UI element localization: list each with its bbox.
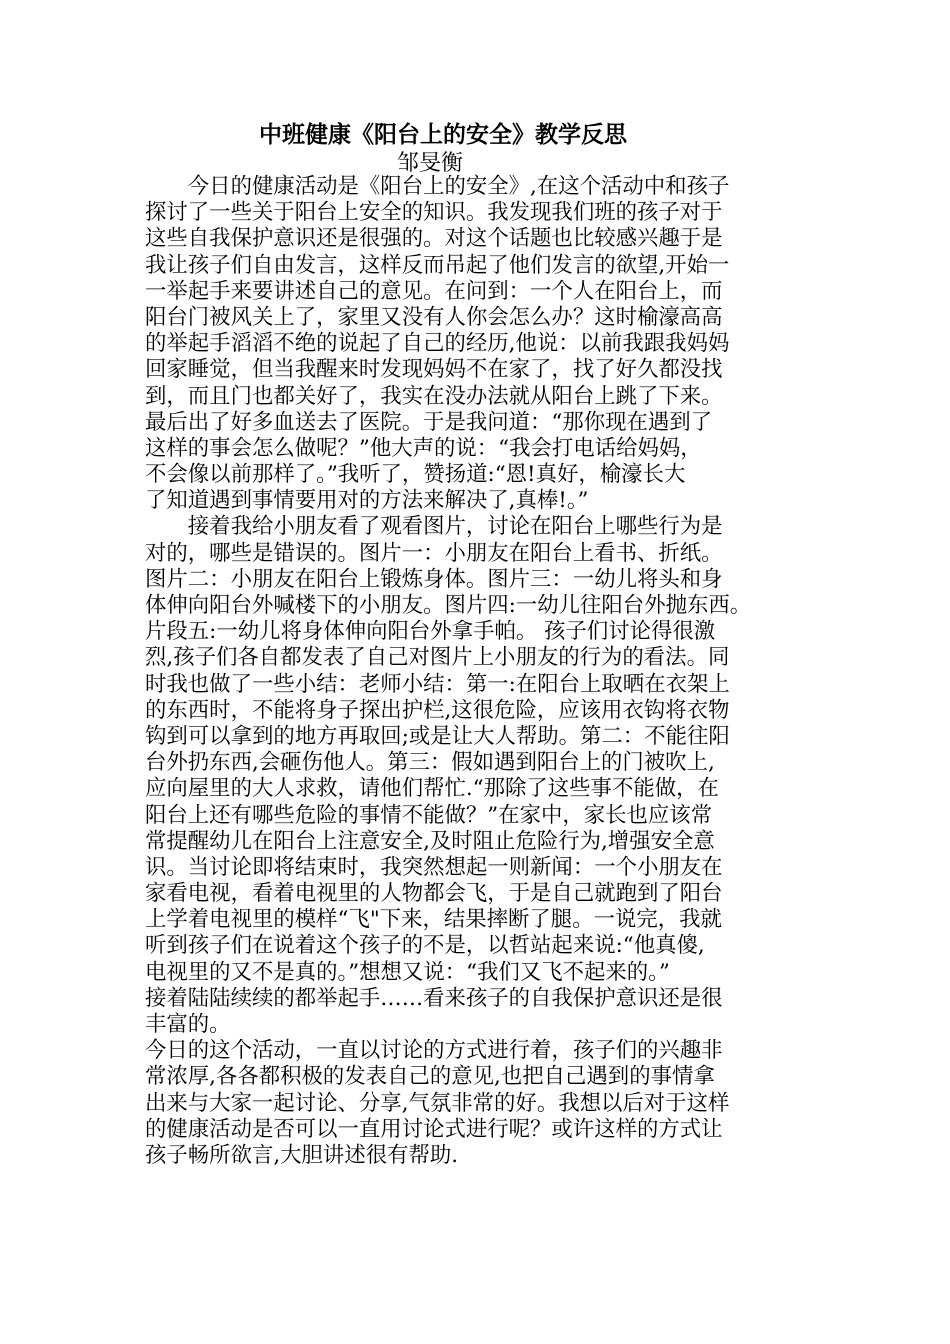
- document-title: 中班健康《阳台上的安全》教学反思: [259, 121, 627, 148]
- text-line: 家看电视，看着电视里的人物都会飞，于是自己就跑到了阳台: [145, 881, 723, 907]
- text-line: 不会像以前那样了。”我听了，赞扬道:“恩!真好，榆濠长大: [145, 462, 686, 488]
- text-line: 常浓厚,各各都积极的发表自己的意见,也把自己遇到的事情拿: [145, 1064, 715, 1090]
- text-line: 片段五:一幼儿将身体伸向阳台外拿手帕。 孩子们讨论得很激: [145, 619, 716, 645]
- text-line: 今日的这个活动，一直以讨论的方式进行着，孩子们的兴趣非: [145, 1038, 723, 1064]
- text-line: 识。当讨论即将结束时，我突然想起一则新闻：一个小朋友在: [145, 854, 723, 880]
- text-line: 听到孩子们在说着这个孩子的不是，以哲站起来说:“他真傻,: [145, 933, 705, 959]
- text-line: 这样的事会怎么做呢？”他大声的说：“我会打电话给妈妈，: [145, 435, 702, 461]
- text-line: 的东西时，不能将身子探出护栏,这很危险，应该用衣钩将衣物: [145, 697, 730, 723]
- text-line: 今日的健康活动是《阳台上的安全》,在这个活动中和孩子: [145, 174, 730, 199]
- text-line: 电视里的又不是真的。”想想又说：“我们又飞不起来的。”: [145, 959, 670, 985]
- text-line: 到，而且门也都关好了，我实在没办法就从阳台上跳了下来。: [145, 383, 723, 409]
- text-line: 应向屋里的大人求救，请他们帮忙.“那除了这些事不能做，在: [145, 776, 719, 802]
- text-line: 图片二：小朋友在阳台上锻炼身体。图片三：一幼儿将头和身: [145, 566, 723, 592]
- text-line: 出来与大家一起讨论、分享,气氛非常的好。我想以后对于这样: [145, 1090, 730, 1116]
- text-line: 的举起手滔滔不绝的说起了自己的经历,他说：以前我跟我妈妈: [145, 331, 730, 357]
- text-line: 上学着电视里的模样“飞"下来，结果摔断了腿。一说完，我就: [145, 907, 722, 933]
- text-line: 接着陆陆续续的都举起手……看来孩子的自我保护意识还是很: [145, 985, 723, 1011]
- text-line: 阳台上还有哪些危险的事情不能做？”在家中，家长也应该常: [145, 802, 713, 828]
- text-line: 最后出了好多血送去了医院。于是我问道：“那你现在遇到了: [145, 409, 713, 435]
- text-line: 了知道遇到事情要用对的方法来解决了,真棒!。”: [145, 488, 589, 514]
- document-author: 邹旻衡: [396, 151, 463, 176]
- text-line: 阳台门被风关上了，家里又没有人你会怎么办？这时榆濠高高: [145, 304, 723, 330]
- text-line: 丰富的。: [145, 1012, 231, 1037]
- text-line: 常提醒幼儿在阳台上注意安全,及时阻止危险行为,增强安全意: [145, 828, 715, 854]
- text-line: 对的，哪些是错误的。图片一：小朋友在阳台上看书、折纸。: [145, 540, 723, 566]
- text-line: 接着我给小朋友看了观看图片，讨论在阳台上哪些行为是: [145, 514, 723, 540]
- text-line: 孩子畅所欲言,大胆讲述很有帮助.: [145, 1142, 459, 1168]
- text-line: 这些自我保护意识还是很强的。对这个话题也比较感兴趣于是: [145, 226, 723, 252]
- text-line: 一举起手来要讲述自己的意见。在问到：一个人在阳台上，而: [145, 278, 723, 304]
- text-line: 体伸向阳台外喊楼下的小朋友。图片四:一幼儿往阳台外抛东西。: [145, 593, 752, 618]
- text-line: 台外扔东西,会砸伤他人。第三：假如遇到阳台上的门被吹上,: [145, 750, 715, 776]
- text-line: 钩到可以拿到的地方再取回;或是让大人帮助。第二：不能往阳: [145, 723, 730, 749]
- text-line: 回家睡觉，但当我醒来时发现妈妈不在家了，找了好久都没找: [145, 357, 723, 383]
- text-line: 探讨了一些关于阳台上安全的知识。我发现我们班的孩子对于: [145, 200, 723, 226]
- text-line: 我让孩子们自由发言，这样反而吊起了他们发言的欲望,开始一: [145, 252, 730, 278]
- text-line: 烈,孩子们各自都发表了自己对图片上小朋友的行为的看法。同: [145, 645, 730, 671]
- text-line: 的健康活动是否可以一直用讨论式进行呢？或许这样的方式让: [145, 1116, 723, 1142]
- document-body: [145, 174, 825, 1169]
- text-line: 时我也做了一些小结：老师小结：第一:在阳台上取晒在衣架上: [145, 671, 730, 697]
